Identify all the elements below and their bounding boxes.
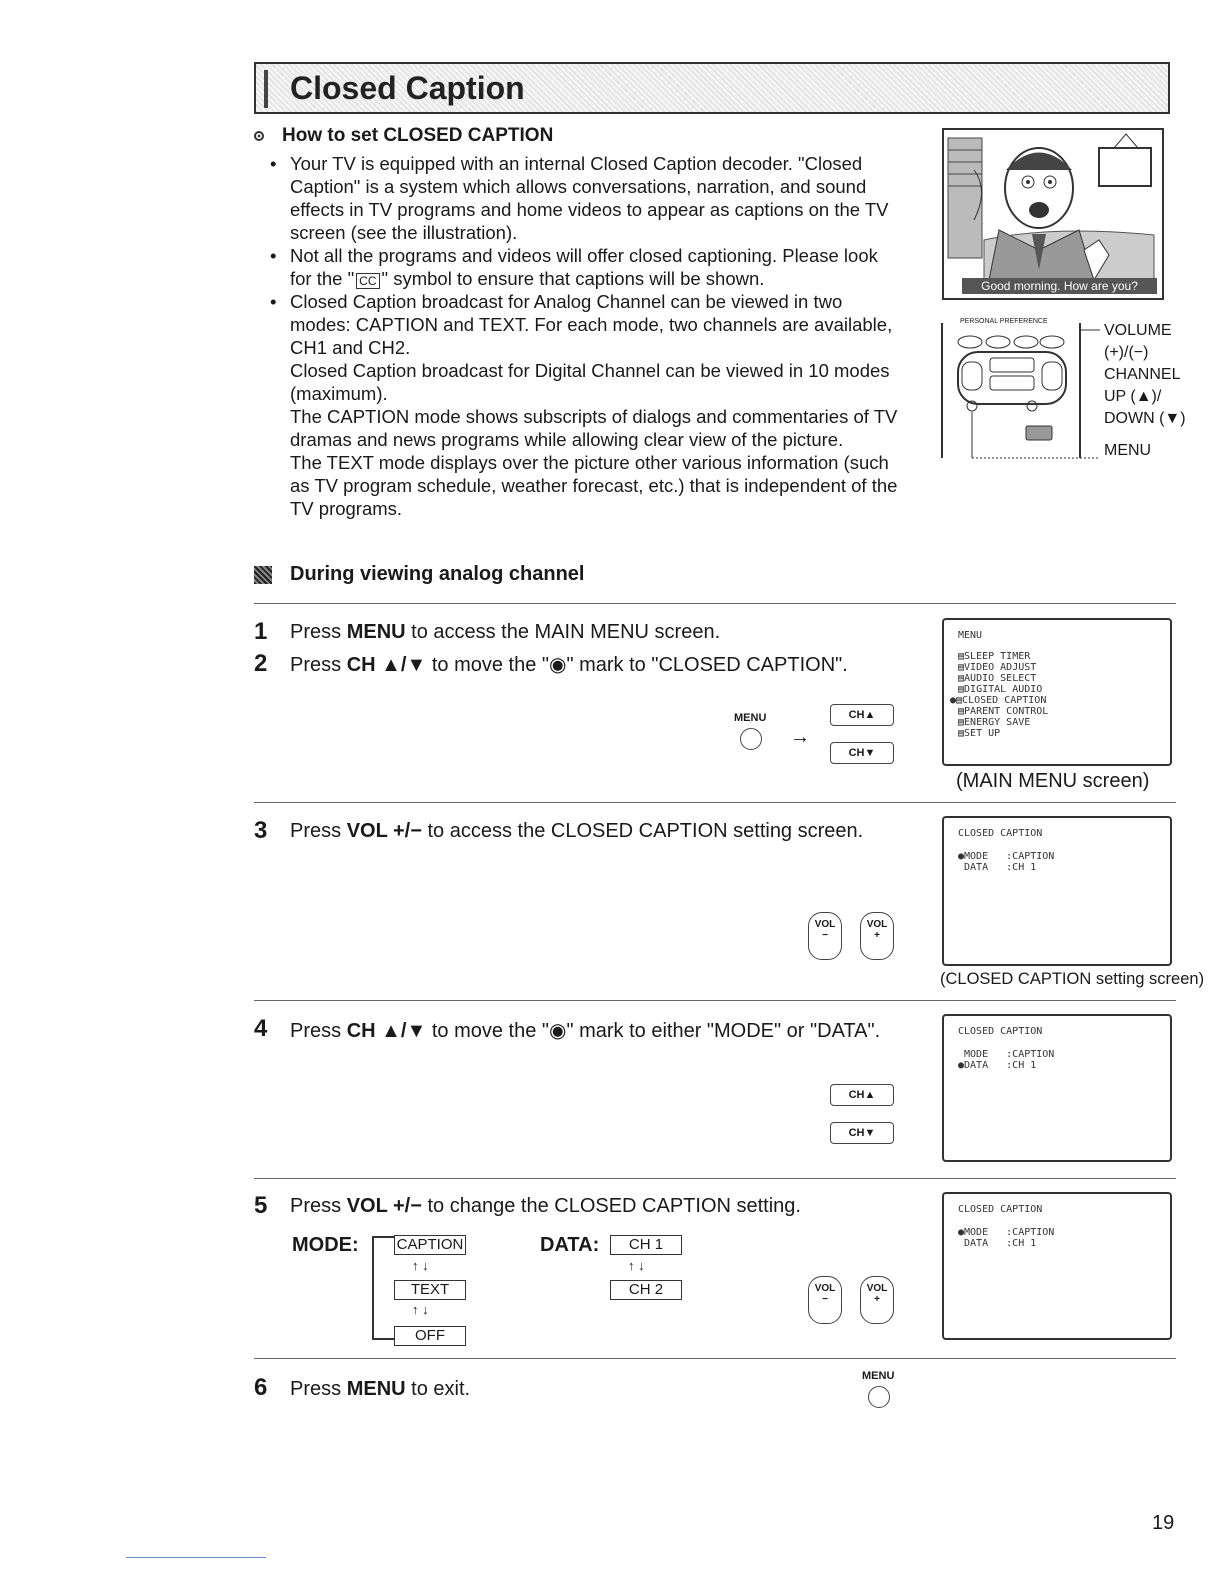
tv-person-icon [944, 130, 1164, 300]
divider [254, 1358, 1176, 1359]
section-heading: During viewing analog channel [290, 563, 585, 585]
ch-down-button[interactable]: CH▼ [830, 1122, 894, 1144]
step-1-text: Press MENU to access the MAIN MENU screen. [290, 621, 721, 643]
main-menu-screen [942, 618, 1172, 766]
divider [254, 1178, 1176, 1179]
remote-labels [1104, 320, 1186, 462]
page-title: Closed Caption [290, 70, 525, 106]
data-arrows: ↑ ↓ [628, 1258, 645, 1273]
remote-top-label: PERSONAL PREFERENCE [960, 318, 1048, 325]
vol-minus-button[interactable]: VOL − [808, 1276, 842, 1324]
menu-button-label: MENU [862, 1370, 895, 1382]
cc-screen-title: CLOSED CAPTION [958, 1204, 1043, 1215]
menu-button-label: MENU [734, 712, 767, 724]
intro-paragraph-3: The TEXT mode displays over the picture other various information (such as TV program schedule, weather forecast, etc.) that is independent of the TV programs. [290, 452, 898, 519]
intro-bullet-3: • Closed Caption broadcast for Analog Channel can be viewed in two modes: CAPTION and TEXT. For each mode, two channels are available, CH1 and CH2. [270, 290, 902, 359]
remote-label-volume-sign: (+)/(−) [1104, 344, 1149, 361]
remote-diagram [940, 318, 1100, 468]
vol-plus-button[interactable]: VOL + [860, 1276, 894, 1324]
cc-setting-screen-2 [942, 1014, 1172, 1162]
remote-label-channel: CHANNEL [1104, 366, 1181, 383]
step-5-number: 5 [254, 1192, 268, 1219]
mode-cycle-bracket [372, 1236, 394, 1340]
arrow-icon: → [790, 726, 810, 748]
intro-heading-block [254, 125, 553, 147]
mode-option-off: OFF [394, 1326, 466, 1346]
cc-screen-row: ●MODE :CAPTION [958, 1227, 1055, 1238]
step-6-text: Press MENU to exit. [290, 1378, 471, 1400]
main-menu-item: ▤ENERGY SAVE [958, 717, 1031, 728]
step-5-text: Press VOL +/− to change the CLOSED CAPTION setting. [290, 1195, 801, 1217]
step-4-text: Press CH ▲/▼ to move the "◉" mark to either "MODE" or "DATA". [290, 1020, 881, 1042]
main-menu-item-selected: ●▤CLOSED CAPTION [950, 695, 1047, 706]
step-4-number: 4 [254, 1015, 268, 1042]
section-heading-block [254, 563, 584, 586]
main-menu-item: ▤DIGITAL AUDIO [958, 684, 1043, 695]
cc-screen-title: CLOSED CAPTION [958, 1026, 1043, 1037]
section-square-icon [254, 566, 272, 584]
intro-text [270, 152, 902, 520]
cc-symbol-icon: CC [356, 273, 379, 289]
mode-arrows: ↑ ↓ [412, 1302, 429, 1317]
ch-up-button[interactable]: CH▲ [830, 704, 894, 726]
cc-screen-row: ●MODE :CAPTION [958, 851, 1055, 862]
step-3-text: Press VOL +/− to access the CLOSED CAPTION setting screen. [290, 820, 864, 842]
main-menu-caption: (MAIN MENU screen) [956, 770, 1150, 792]
intro-paragraph-1: Closed Caption broadcast for Digital Channel can be viewed in 10 modes (maximum). [290, 360, 890, 404]
mode-arrows: ↑ ↓ [412, 1258, 429, 1273]
main-menu-item: ▤PARENT CONTROL [958, 706, 1049, 717]
page-number: 19 [1152, 1512, 1175, 1534]
ch-down-button[interactable]: CH▼ [830, 742, 894, 764]
data-option-ch2: CH 2 [610, 1280, 682, 1300]
intro-heading: How to set CLOSED CAPTION [282, 125, 554, 146]
cc-screen-row: ●DATA :CH 1 [958, 1060, 1037, 1071]
main-menu-item: ▤AUDIO SELECT [958, 673, 1037, 684]
step-1-number: 1 [254, 618, 268, 645]
divider [254, 603, 1176, 604]
step-6-number: 6 [254, 1374, 268, 1401]
remote-label-down: DOWN (▼) [1104, 410, 1186, 427]
title-bar [254, 62, 1170, 114]
main-menu-item: ▤SET UP [958, 728, 1001, 739]
cc-screen-title: CLOSED CAPTION [958, 828, 1043, 839]
step-2-text: Press CH ▲/▼ to move the "◉" mark to "CLOSED CAPTION". [290, 654, 848, 676]
intro-bullet-1: • Your TV is equipped with an internal Closed Caption decoder. "Closed Caption" is a system which allows conversations, narration, and sound effects in TV programs and home videos to appear as captions on the TV screen (see the illustration). [270, 152, 902, 244]
vol-plus-button[interactable]: VOL + [860, 912, 894, 960]
cc-screen-row: DATA :CH 1 [958, 862, 1037, 873]
mode-option-caption: CAPTION [394, 1235, 466, 1255]
caption-strip: Good morning. How are you? [962, 278, 1157, 294]
vol-minus-button[interactable]: VOL − [808, 912, 842, 960]
remote-control-icon [940, 318, 1100, 468]
menu-button[interactable] [868, 1386, 890, 1408]
remote-label-volume: VOLUME [1104, 322, 1172, 339]
divider [254, 1000, 1176, 1001]
mode-label: MODE: [292, 1234, 359, 1256]
data-label: DATA: [540, 1234, 600, 1256]
cc-setting-caption: (CLOSED CAPTION setting screen) [940, 970, 1205, 988]
step-3-number: 3 [254, 817, 268, 844]
divider [254, 802, 1176, 803]
cc-screen-row: MODE :CAPTION [958, 1049, 1055, 1060]
menu-button[interactable] [740, 728, 762, 750]
cc-screen-row: DATA :CH 1 [958, 1238, 1037, 1249]
tv-illustration [942, 128, 1164, 300]
title-bar-marker [264, 70, 268, 108]
main-menu-item: ▤VIDEO ADJUST [958, 662, 1037, 673]
main-menu-item: ▤SLEEP TIMER [958, 651, 1031, 662]
footer-line [126, 1557, 266, 1558]
intro-paragraph-2: The CAPTION mode shows subscripts of dialogs and commentaries of TV dramas and news programs while allowing clear view of the picture. [290, 406, 898, 450]
data-option-ch1: CH 1 [610, 1235, 682, 1255]
main-menu-title: MENU [958, 630, 983, 641]
remote-label-menu: MENU [1104, 442, 1152, 459]
cc-setting-screen-1 [942, 816, 1172, 966]
cc-setting-screen-3 [942, 1192, 1172, 1340]
bullet-circle-icon [254, 131, 264, 141]
step-2-number: 2 [254, 650, 268, 677]
ch-up-button[interactable]: CH▲ [830, 1084, 894, 1106]
intro-bullet-2: • Not all the programs and videos will offer closed captioning. Please look for the " CC " symbol to ensure that captions will be shown. [270, 244, 902, 290]
remote-label-up: UP (▲)/ [1104, 388, 1162, 405]
mode-option-text: TEXT [394, 1280, 466, 1300]
